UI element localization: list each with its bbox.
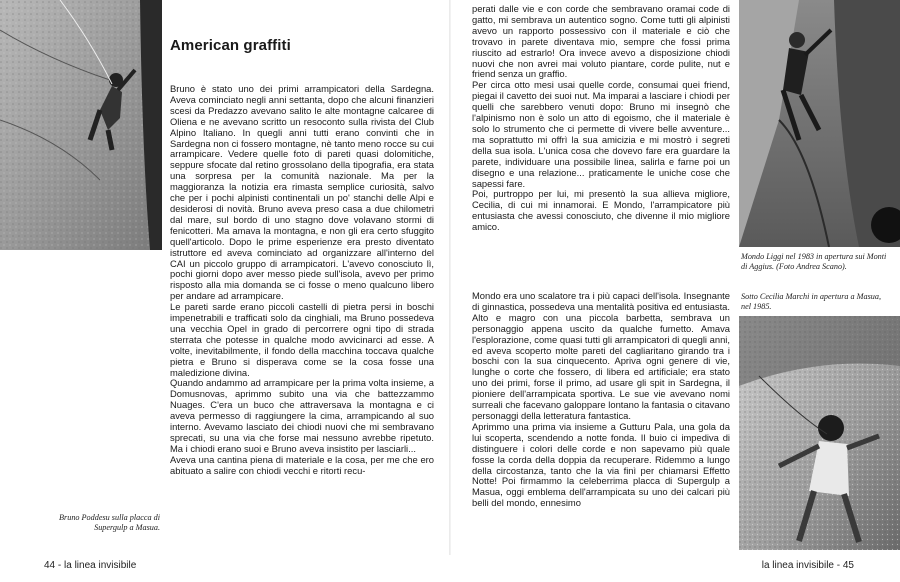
photo-right-bottom — [739, 316, 900, 550]
paragraph: Poi, purtroppo per lui, mi presentò la sua allieva migliore, Cecilia, di cui mi innamorai. E Mondo, l'arrampicatore più entusiasta che avessi conosciuto, che divenne il mio migliore amico. — [472, 188, 730, 233]
paragraph: Mondo era uno scalatore tra i più capaci dell'isola. Insegnante di ginnastica, possedeva una mentalità positiva ed entusiasta. Alto e magro con una piccola barbetta, sembrava un personaggio appena uscito da qualche fumetto. Amava l'esplorazione, come quasi tutti gli arrampicatori di quegli anni, ed aveva scoperto molte pareti del cagliaritano girando tra i boschi con la sua cinquecento. Apriva ogni genere di vie, lunghe o corte che fossero, di libera ed artificiale; era stato uno dei primi, forse il primo, ad usare gli spit in Sardegna, il pioniere dell'arrampicata sportiva. Le sue vie avevano nomi surreali che facevano galoppare lontano la fantasia o citavano personaggi della letteratura fantastica. — [472, 290, 730, 421]
right-folio: la linea invisibile - 45 — [761, 560, 854, 571]
left-folio: 44 - la linea invisibile — [44, 560, 137, 571]
climber-on-slab-photo — [0, 0, 162, 250]
right-caption-top — [741, 252, 891, 272]
left-column — [170, 84, 434, 477]
right-caption-bottom — [741, 292, 891, 312]
paragraph: Aprimmo una prima via insieme a Gutturu Pala, una gola da lui scoperta, scendendo a notte fonda. Il buio ci impediva di distinguere i colori delle corde e non sapevamo più quale fosse la corda della doppia da recuperare. Ridemmo a lungo della circostanza, tanto che la via finì per chiamarsi Effetto Notte! Poi firmammo la celeberrima placca di Supergulp a Masua, oggi emblema dell'arrampicata su uno dei calcari più belli del mondo, ennesimo — [472, 420, 730, 509]
climber-woman-photo — [739, 316, 900, 550]
left-caption — [48, 513, 160, 533]
paragraph: Quando andammo ad arrampicare per la prima volta insieme, a Domusnovas, aprimmo subito una via che battezzammo Nuages. C'era un buco che attraversava la montagna e ci aveva permesso di raggiungere la cima, arrampicando al suo interno. Avevamo lasciato dei chiodi nuovi che mi sembravano sprecati, su una via che forse mai nessuno avrebbe ripetuto. Ma i chiodi erano suoi e Bruno aveva insistito per lasciarli... — [170, 377, 434, 454]
caption-text: Sotto Cecilia Marchi in apertura a Masua, nel 1985. — [741, 292, 882, 311]
photo-left — [0, 0, 162, 250]
caption-text: Mondo Liggi nel 1983 in apertura sui Monti di Aggius. (Foto Andrea Scano). — [741, 252, 887, 271]
right-column-bottom — [472, 291, 730, 509]
caption-text: Bruno Poddesu sulla placca di Supergulp a Masua. — [59, 513, 160, 532]
paragraph: Aveva una cantina piena di materiale e la cosa, per me che ero abituato a salire con chiodi vecchi e ritorti recu- — [170, 453, 434, 476]
page-title: American graffiti — [170, 37, 291, 54]
paragraph: perati dalle vie e con corde che sembravano oramai code di gatto, mi sembrava un autentico sogno. Come tutti gli alpinisti avevo un rapporto possessivo con il materiale e ciò che trovavo in parete diventava mio, sempre che fossi prima riuscito ad estrarlo! Ora invece avevo a disposizione chiodi nuovi che non avrei mai voluto piantare, corde pulite, nut e friend senza un graffio. — [472, 3, 730, 80]
climber-on-granite-photo — [739, 0, 900, 247]
paragraph: Per circa otto mesi usai quelle corde, consumai quei friend, piegai il cavetto dei suoi nut. Ma imparai a lasciare i chiodi per quelli che sarebbero venuti dopo: Bruno mi insegnò che l'alpinismo non è solo un atto di egoismo, che il materiale è solo lo strumento che ci permette di vivere belle avventure... ma soprattutto mi offrì la sua amicizia e mi mostrò i segreti della sua isola. L'unica cosa che dovevo fare era guardare la parete, individuare una possibile linea, salirla e farne poi un disegno e una relazione... praticamente le uniche cose che sapessi fare. — [472, 79, 730, 189]
paragraph: Le pareti sarde erano piccoli castelli di pietra persi in boschi impenetrabili e trafficati solo da cinghiali, ma Bruno possedeva una vecchia Opel in grado di percorrere ogni tipo di strada sterrata che potesse in qualche modo avvicinarci ad esse. A volte, inevitabilmente, il fondo della macchina toccava qualche pietra e Bruno si disperava come se la cosa fosse una maledizione divina. — [170, 301, 434, 378]
paragraph: Bruno è stato uno dei primi arrampicatori della Sardegna. Aveva cominciato negli anni settanta, dopo che alcuni finanzieri scesi da Predazzo avevano salito le alte montagne calcaree di Oliena e ne avevano scritto un resoconto sulla rivista del Club Alpino Italiano. In quegli anni tutti erano convinti che in Sardegna non ci fossero montagne, nè tanto meno rocce su cui arrampicare. Vedere quelle foto di pareti quasi dolomitiche, seppure sfocate dal retino grossolano della tipografia, era stata una sorpresa per la comunità nazionale. Ma per la maggioranza la notizia era rimasta semplice curiosità, salvo che per i pochi alpinisti continentali un po' stanchi delle Alpi e desiderosi di novità. Bruno aveva preso casa a due chilometri dal mare, sul bordo di uno stagno dove volavano stormi di fenicotteri. Ma amava la montagna, e non gli era certo sfuggito quell'articolo. Dopo le prime esperienze era presto diventato istruttore ed aveva cominciato ad organizzare all'interno del CAI un piccolo gruppo di arrampicatori. L'avevo conosciuto lì, pochi giorni dopo aver messo piede sull'isola, avevo per primo risposto alla mia domanda se ci fosse o meno qualcuno libero per andare ad arrampicare. — [170, 83, 434, 302]
gutter — [449, 0, 451, 555]
right-column-top — [472, 4, 730, 233]
photo-right-top — [739, 0, 900, 247]
